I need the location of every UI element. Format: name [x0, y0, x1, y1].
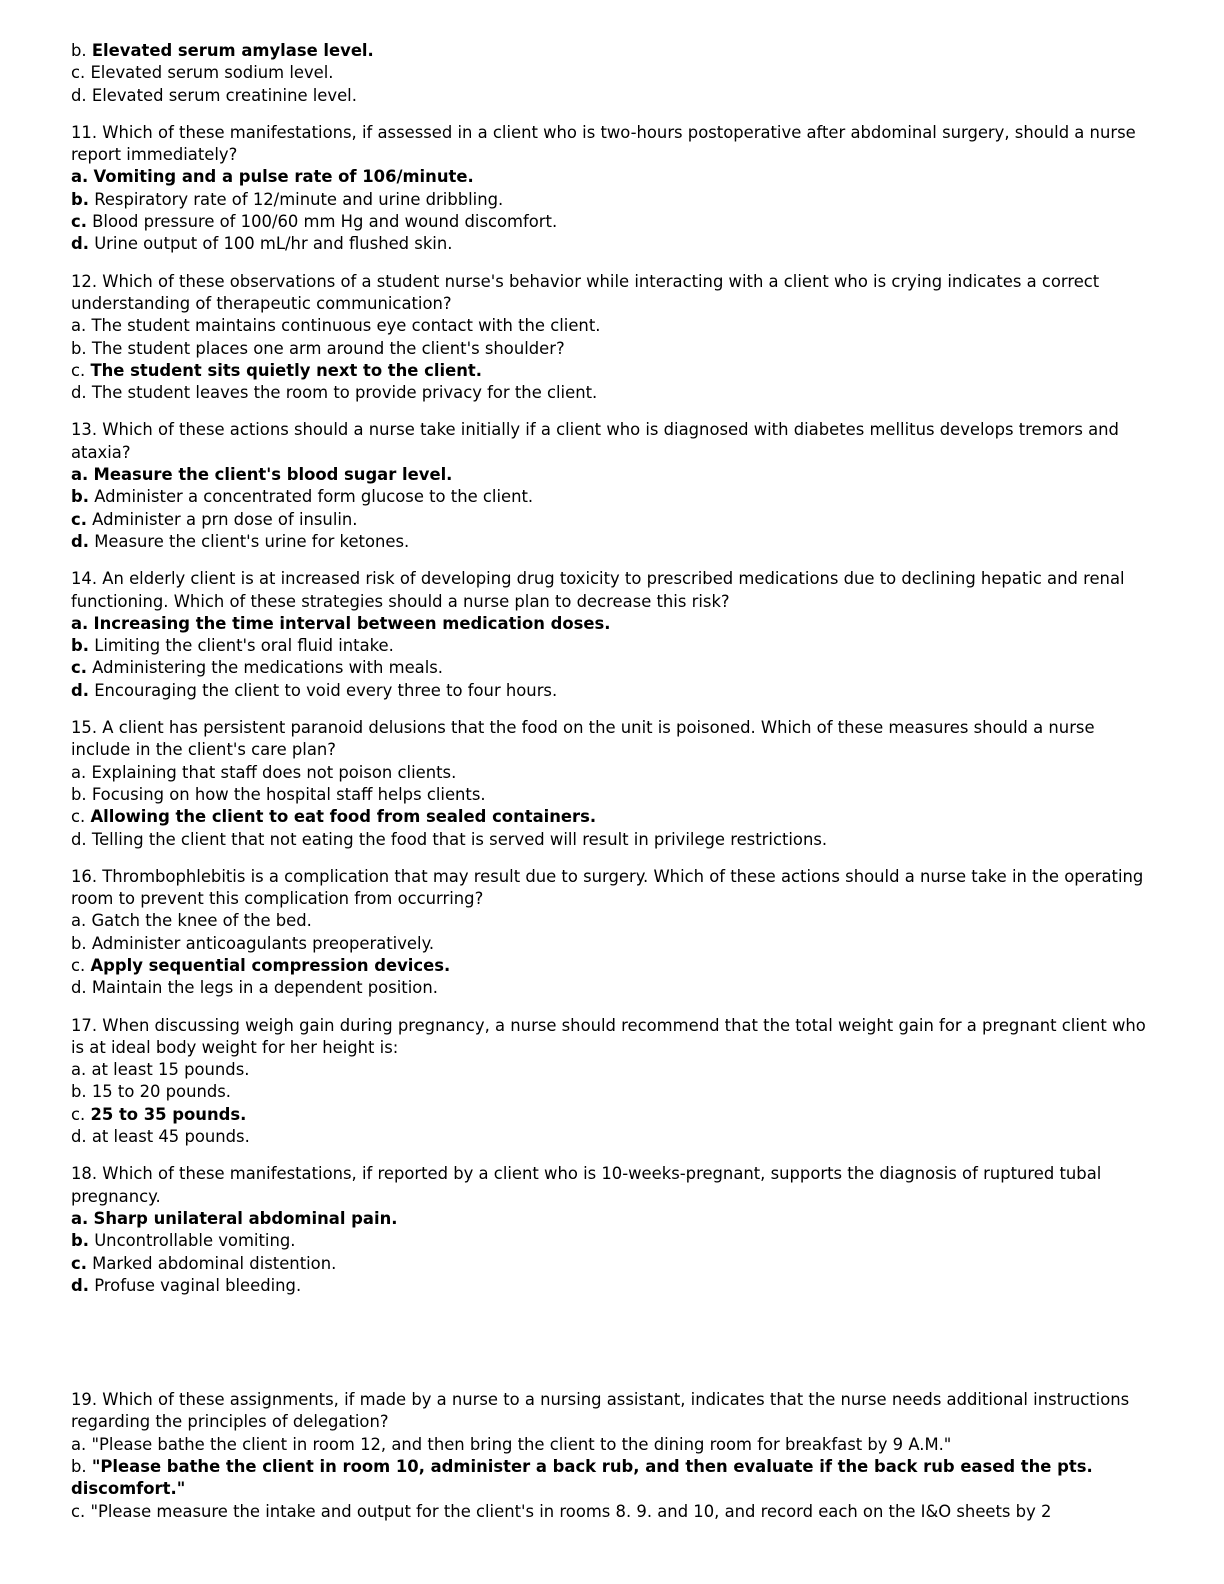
answer-option [71, 1253, 1151, 1275]
option-letter: a. [71, 911, 87, 931]
option-letter: a. [71, 762, 87, 782]
option-text: Marked abdominal distention. [92, 1253, 337, 1273]
option-letter: a. [71, 613, 89, 633]
option-text-correct: 25 to 35 pounds. [90, 1104, 247, 1124]
answer-option [71, 933, 1151, 955]
question-block [71, 419, 1151, 553]
answer-option [71, 40, 1151, 62]
answer-option [71, 1230, 1151, 1252]
option-text: Administer anticoagulants preoperatively. [91, 933, 435, 953]
answer-option [71, 806, 1151, 828]
option-text: Elevated serum sodium level. [90, 63, 334, 83]
option-letter: a. [71, 316, 87, 336]
option-text-correct: Sharp unilateral abdominal pain. [93, 1208, 398, 1228]
answer-option [71, 233, 1151, 255]
answer-option [71, 360, 1151, 382]
option-text: The student leaves the room to provide privacy for the client. [91, 383, 598, 403]
question-block [71, 1015, 1151, 1149]
option-text: Telling the client that not eating the food that is served will result in privilege restrictions. [91, 829, 828, 849]
answer-option [71, 531, 1151, 553]
option-letter: b. [71, 487, 89, 507]
option-text: Uncontrollable vomiting. [94, 1231, 296, 1251]
answer-option [71, 315, 1151, 337]
option-letter: c. [71, 1253, 87, 1273]
option-letter: d. [71, 85, 87, 105]
option-letter: d. [71, 680, 89, 700]
answer-option [71, 85, 1151, 107]
answer-option [71, 762, 1151, 784]
option-letter: b. [71, 338, 87, 358]
question-stem: 17. When discussing weigh gain during pregnancy, a nurse should recommend that the total weight gain for a pregnant client who is at ideal body weight for her height is: [71, 1015, 1146, 1057]
option-text: Urine output of 100 mL/hr and flushed skin. [94, 234, 453, 254]
option-letter: c. [71, 360, 86, 380]
question-block-continued [71, 40, 1151, 107]
option-letter: d. [71, 978, 87, 998]
option-text-correct: Vomiting and a pulse rate of 106/minute. [93, 167, 474, 187]
question-block [71, 1163, 1151, 1297]
answer-option [71, 1081, 1151, 1103]
option-letter: b. [71, 1082, 87, 1102]
option-letter: b. [71, 784, 87, 804]
option-text: "Please bathe the client in room 12, and then bring the client to the dining room for breakfast by 9 A.M." [91, 1434, 952, 1454]
option-letter: d. [71, 1127, 87, 1147]
option-text: Limiting the client's oral fluid intake. [94, 636, 394, 656]
option-letter: a. [71, 1434, 87, 1454]
question-stem: 11. Which of these manifestations, if assessed in a client who is two-hours postoperative after abdominal surgery, should a nurse report immediately? [71, 122, 1136, 165]
option-letter: a. [71, 465, 89, 485]
option-letter: b. [71, 1231, 89, 1251]
option-letter: b. [71, 1457, 87, 1477]
answer-option [71, 1275, 1151, 1297]
option-letter: d. [71, 234, 89, 254]
option-text: Administer a concentrated form glucose to the client. [94, 487, 534, 507]
answer-option [71, 829, 1151, 851]
option-letter: c. [71, 807, 86, 827]
option-text: at least 45 pounds. [91, 1127, 250, 1147]
answer-option [71, 1208, 1151, 1230]
option-letter: b. [71, 189, 89, 209]
option-text: Respiratory rate of 12/minute and urine dribbling. [94, 189, 504, 209]
answer-option [71, 977, 1151, 999]
answer-option [71, 1104, 1151, 1126]
option-letter: d. [71, 829, 87, 849]
option-text: Elevated serum creatinine level. [91, 85, 357, 105]
answer-option [71, 680, 1151, 702]
question-block [71, 866, 1151, 1000]
answer-option [71, 382, 1151, 404]
answer-option [71, 486, 1151, 508]
answer-option [71, 1059, 1151, 1081]
option-text-correct: Apply sequential compression devices. [90, 955, 451, 975]
option-text-correct: "Please bathe the client in room 10, administer a back rub, and then evaluate if the back rub eased the pts. discomfort." [71, 1457, 1093, 1499]
option-text: Maintain the legs in a dependent position. [91, 978, 438, 998]
answer-option [71, 910, 1151, 932]
option-letter: c. [71, 955, 86, 975]
answer-option [71, 1501, 1151, 1523]
option-text-correct: Measure the client's blood sugar level. [93, 465, 453, 485]
answer-option [71, 613, 1151, 635]
option-letter: d. [71, 531, 89, 551]
question-block [71, 122, 1151, 256]
option-text-correct: The student sits quietly next to the client. [90, 360, 482, 380]
question-block [71, 1389, 1151, 1523]
option-letter: c. [71, 509, 87, 529]
question-stem: 15. A client has persistent paranoid delusions that the food on the unit is poisoned. Which of these measures should a nurse include in the client's care plan? [71, 718, 1095, 760]
option-text: Encouraging the client to void every three to four hours. [94, 680, 558, 700]
option-letter: c. [71, 1501, 86, 1521]
answer-option [71, 509, 1151, 531]
document-page [71, 40, 1151, 1523]
option-text: Gatch the knee of the bed. [91, 911, 312, 931]
option-letter: a. [71, 167, 89, 187]
question-block [71, 568, 1151, 702]
option-letter: a. [71, 1060, 87, 1080]
option-text: Profuse vaginal bleeding. [94, 1275, 302, 1295]
question-stem: 14. An elderly client is at increased risk of developing drug toxicity to prescribed medications due to declining hepatic and renal functioning. Which of these strategies should a nurse plan to decrease this risk? [71, 569, 1125, 611]
option-text: Administering the medications with meals. [92, 658, 444, 678]
option-letter: b. [71, 933, 87, 953]
question-block [71, 717, 1151, 851]
option-text-correct: Increasing the time interval between medication doses. [93, 613, 611, 633]
answer-option [71, 784, 1151, 806]
answer-option [71, 955, 1151, 977]
answer-option [71, 1434, 1151, 1456]
option-text: Measure the client's urine for ketones. [94, 531, 410, 551]
option-letter: a. [71, 1208, 89, 1228]
question-stem: 19. Which of these assignments, if made by a nurse to a nursing assistant, indicates that the nurse needs additional instructions regarding the principles of delegation? [71, 1390, 1130, 1432]
option-letter: c. [71, 658, 87, 678]
question-block [71, 271, 1151, 405]
option-letter: c. [71, 212, 87, 232]
option-text: Administer a prn dose of insulin. [92, 509, 358, 529]
option-letter: b. [71, 41, 87, 60]
option-letter: d. [71, 1275, 89, 1295]
option-text: Focusing on how the hospital staff helps clients. [91, 784, 486, 804]
answer-option [71, 1456, 1151, 1501]
answer-option [71, 338, 1151, 360]
option-text-correct: Elevated serum amylase level. [91, 41, 374, 60]
option-text: Blood pressure of 100/60 mm Hg and wound discomfort. [92, 212, 558, 232]
question-stem: 18. Which of these manifestations, if reported by a client who is 10-weeks-pregnant, supports the diagnosis of ruptured tubal pregnancy. [71, 1164, 1102, 1206]
answer-option [71, 464, 1151, 486]
option-text: 15 to 20 pounds. [91, 1082, 232, 1102]
option-text: The student maintains continuous eye contact with the client. [91, 316, 601, 336]
answer-option [71, 1126, 1151, 1148]
option-text: Explaining that staff does not poison clients. [91, 762, 457, 782]
option-letter: c. [71, 63, 86, 83]
option-letter: c. [71, 1104, 86, 1124]
answer-option [71, 211, 1151, 233]
question-stem: 16. Thrombophlebitis is a complication that may result due to surgery. Which of these actions should a nurse take in the operating room to prevent this complication from occurring? [71, 866, 1144, 909]
answer-option [71, 657, 1151, 679]
answer-option [71, 166, 1151, 188]
option-text-correct: Allowing the client to eat food from sealed containers. [90, 807, 597, 827]
option-text: at least 15 pounds. [91, 1060, 250, 1080]
option-letter: b. [71, 636, 89, 656]
question-stem: 12. Which of these observations of a student nurse's behavior while interacting with a client who is crying indicates a correct understanding of therapeutic communication? [71, 271, 1100, 313]
question-stem: 13. Which of these actions should a nurse take initially if a client who is diagnosed with diabetes mellitus develops tremors and ataxia? [71, 420, 1119, 462]
option-text: The student places one arm around the client's shoulder? [91, 338, 565, 358]
answer-option [71, 189, 1151, 211]
option-letter: d. [71, 383, 87, 403]
answer-option [71, 62, 1151, 84]
answer-option [71, 635, 1151, 657]
option-text: "Please measure the intake and output for the client's in rooms 8. 9. and 10, and record each on the I&O sheets by 2 [90, 1501, 1052, 1521]
